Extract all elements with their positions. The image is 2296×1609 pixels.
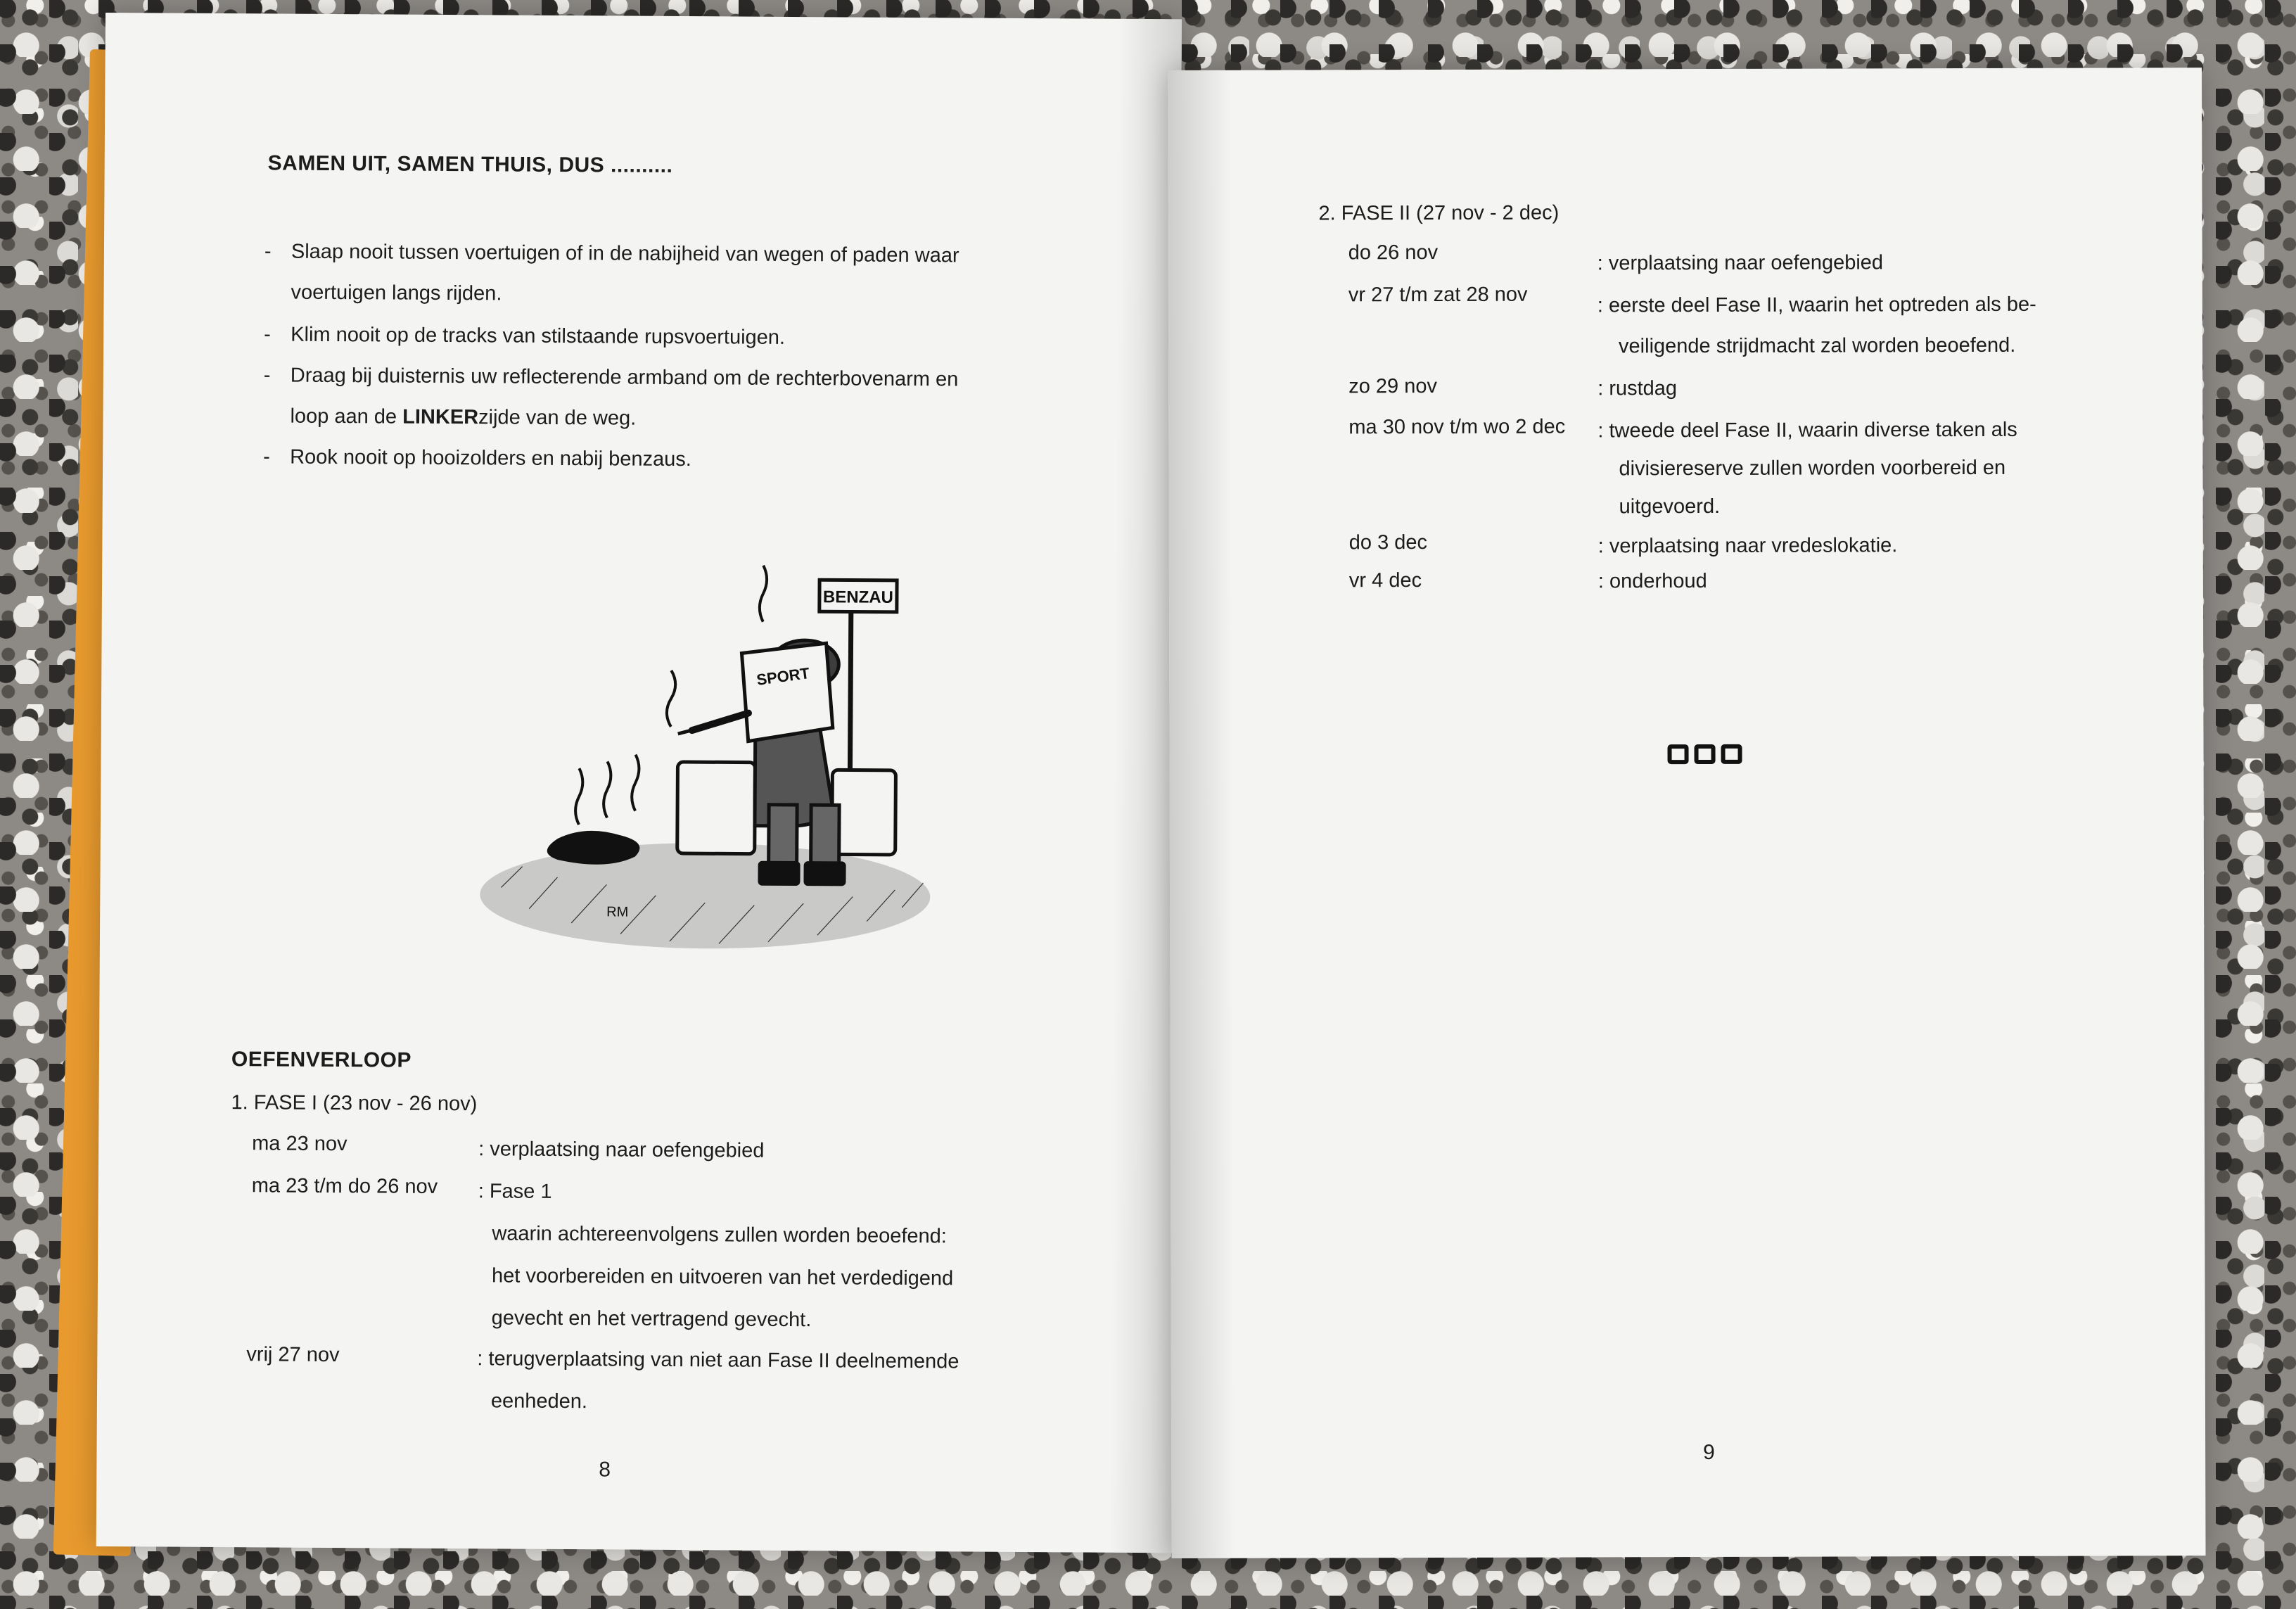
page-number: 8 xyxy=(599,1458,611,1482)
schedule-desc: : tweede deel Fase II, waarin diverse taken als xyxy=(1597,418,2017,443)
schedule-desc-cont: divisiereserve zullen worden voorbereid en xyxy=(1619,456,2006,481)
soldier-leg-left xyxy=(769,805,798,868)
safety-heading: SAMEN UIT, SAMEN THUIS, DUS .......... xyxy=(267,151,673,177)
newspaper-text: SPORT xyxy=(755,664,811,689)
schedule-date: do 26 nov xyxy=(1348,241,1439,265)
bullet-3-cont: loop aan de LINKERzijde van de weg. xyxy=(290,405,637,430)
schedule-desc: : rustdag xyxy=(1597,377,1678,400)
boot-right xyxy=(803,861,846,886)
schedule-desc-cont: eenheden. xyxy=(490,1389,588,1413)
schedule-desc: : Fase 1 xyxy=(478,1180,552,1203)
bullet-3: - Draag bij duisternis uw reflecterende armband om de rechterbovenarm en xyxy=(263,364,959,391)
square-icon xyxy=(1668,744,1689,764)
page-8 xyxy=(96,13,1182,1553)
schedule-date: vr 27 t/m zat 28 nov xyxy=(1348,283,1528,307)
three-squares-icon xyxy=(1668,744,1742,764)
oil-puddle xyxy=(547,830,640,865)
schedule-desc: : onderhoud xyxy=(1597,569,1707,593)
ground-shadow xyxy=(480,841,931,950)
schedule-date: vr 4 dec xyxy=(1348,569,1422,592)
schedule-date: vrij 27 nov xyxy=(246,1343,340,1367)
schedule-desc: : verplaatsing naar vredeslokatie. xyxy=(1597,534,1898,558)
boot-left xyxy=(758,861,800,886)
page-number: 9 xyxy=(1703,1440,1715,1465)
jerry-can-left xyxy=(677,762,755,854)
bullet-1-cont: voertuigen langs rijden. xyxy=(291,281,502,305)
page-9 xyxy=(1168,68,2206,1558)
schedule-date: ma 23 nov xyxy=(252,1132,347,1156)
phase-2-heading: 2. FASE II (27 nov - 2 dec) xyxy=(1318,201,1560,225)
schedule-date: do 3 dec xyxy=(1348,531,1428,554)
schedule-desc: : terugverplaatsing van niet aan Fase II deelnemende xyxy=(477,1347,959,1373)
schedule-desc-cont: het voorbereiden en uitvoeren van het verdedigend xyxy=(491,1264,954,1290)
newspaper xyxy=(741,643,834,742)
section-title: OEFENVERLOOP xyxy=(231,1048,412,1072)
schedule-desc-cont: gevecht en het vertragend gevecht. xyxy=(491,1306,812,1332)
bullet-4: - Rook nooit op hooizolders en nabij benzaus. xyxy=(263,445,691,471)
gutter-shadow xyxy=(1168,70,1235,1558)
schedule-date: ma 30 nov t/m wo 2 dec xyxy=(1348,415,1566,439)
schedule-desc: : verplaatsing naar oefengebied xyxy=(1597,251,1884,275)
phase-1-heading: 1. FASE I (23 nov - 26 nov) xyxy=(231,1091,478,1116)
schedule-date: ma 23 t/m do 26 nov xyxy=(251,1174,438,1198)
schedule-desc: : eerste deel Fase II, waarin het optreden als be- xyxy=(1597,293,2036,317)
artist-signature: RM xyxy=(606,904,629,920)
bullet-1: - Slaap nooit tussen voertuigen of in de nabijheid van wegen of paden waar xyxy=(264,240,959,267)
soldier-leg-right xyxy=(811,805,840,868)
bullet-2: - Klim nooit op de tracks van stilstaande rupsvoertuigen. xyxy=(264,323,786,349)
schedule-desc-cont: uitgevoerd. xyxy=(1619,495,1721,519)
soldier-cartoon-illustration xyxy=(438,557,961,968)
schedule-date: zo 29 nov xyxy=(1348,374,1437,398)
sign-text: BENZAU xyxy=(822,587,894,607)
schedule-desc: : verplaatsing naar oefengebied xyxy=(478,1138,765,1162)
square-icon xyxy=(1695,744,1716,764)
schedule-desc-cont: waarin achtereenvolgens zullen worden beoefend: xyxy=(492,1222,947,1248)
jerry-can-right xyxy=(832,770,896,855)
square-icon xyxy=(1721,744,1742,764)
soldier-arm xyxy=(692,713,748,730)
schedule-desc-cont: veiligende strijdmacht zal worden beoefend. xyxy=(1618,333,2016,358)
